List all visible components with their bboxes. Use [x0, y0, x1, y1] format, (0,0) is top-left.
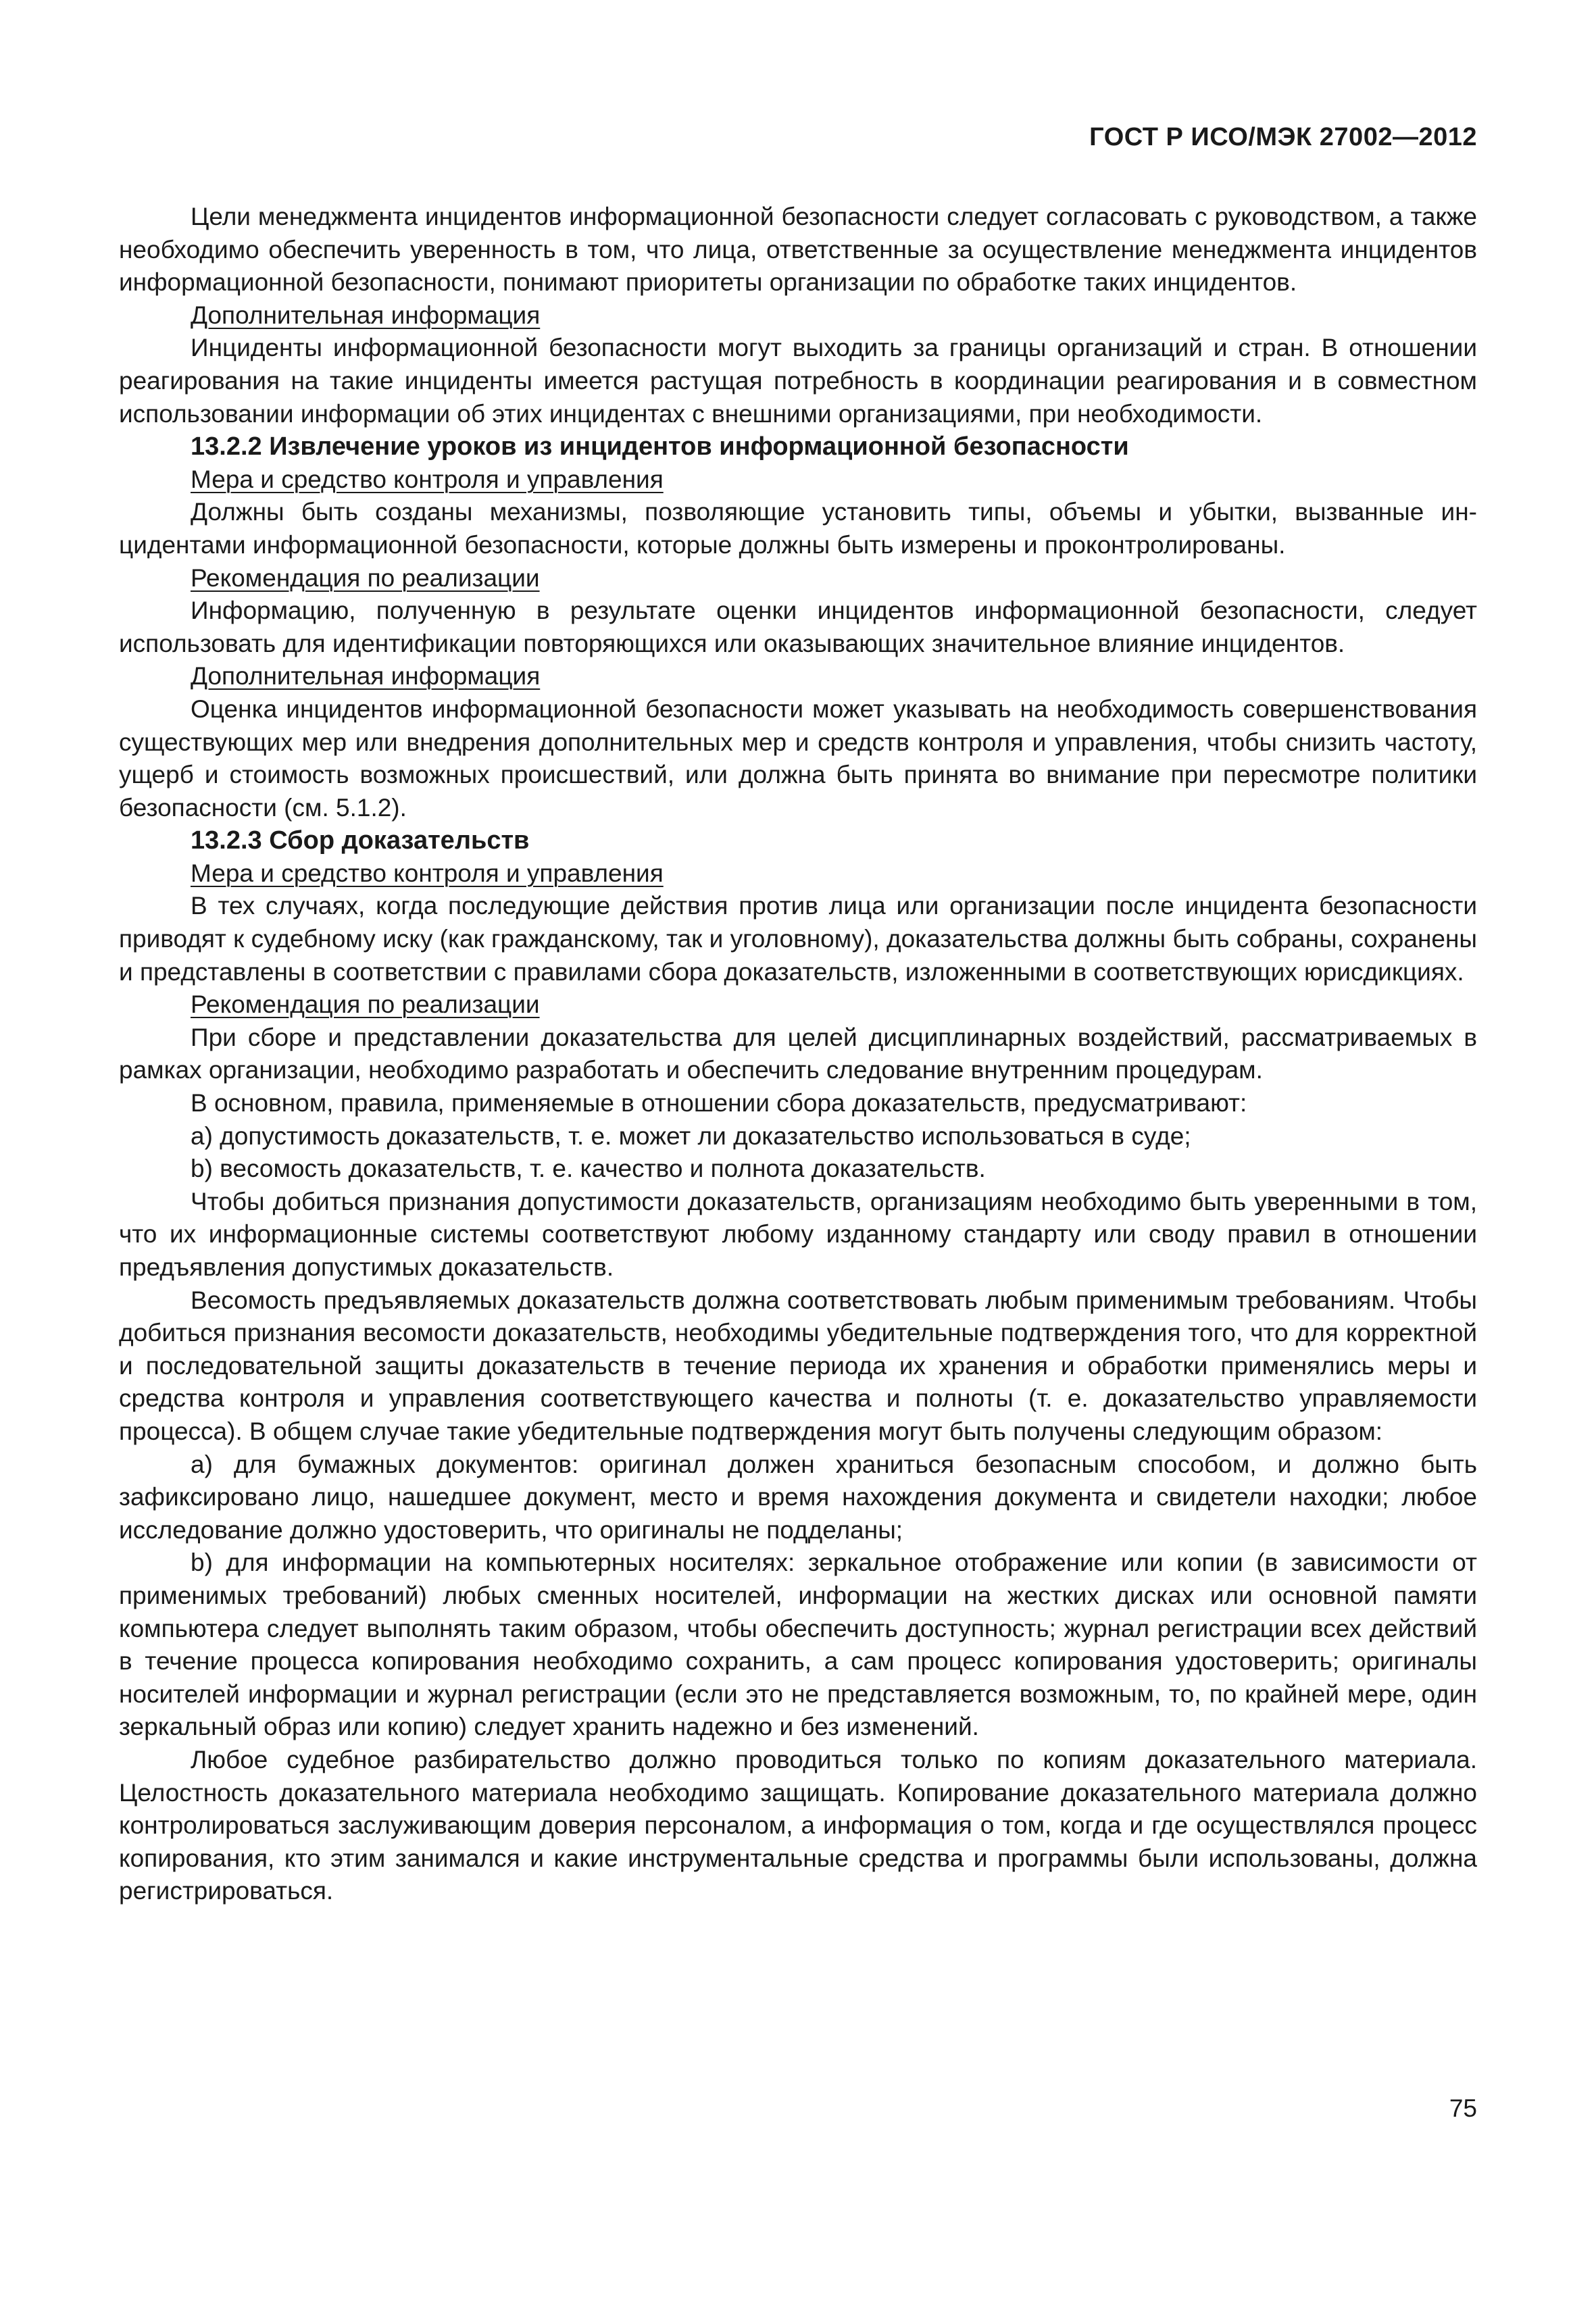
section-heading: 13.2.3 Сбор доказательств — [191, 826, 530, 855]
section-label: Мера и средство контроля и управления — [191, 859, 664, 887]
paragraph: Должны быть созданы механизмы, позволяющие установить типы, объемы и убытки, вызванные инцидентами информационной безопасности, которые должны быть измерены и проконтролированы. — [119, 498, 1477, 559]
section-heading: 13.2.2 Извлечение уроков из инцидентов информационной безопасности — [191, 432, 1129, 461]
list-item: b) весомость доказательств, т. е. качество и полнота доказательств. — [191, 1155, 986, 1183]
paragraph: Чтобы добиться признания допустимости доказательств, организациям необходимо быть уверенными в том, что их информационные системы соответствуют любому изданному стандарту или своду правил в отношении предъявления допустимых доказательств. — [119, 1187, 1477, 1281]
paragraph: Инциденты информационной безопасности могут выходить за границы организаций и стран. В отношении реагирования на такие инциденты имеется растущая потребность в координации реагирования и в совместном использовании информации об этих инцидентах с внешними организациями, при необходимости. — [119, 334, 1477, 428]
section-label: Дополнительная информация — [191, 301, 541, 329]
section-label: Рекомендация по реализации — [191, 563, 540, 592]
document-body — [119, 201, 1477, 1908]
list-intro: В основном, правила, применяемые в отношении сбора доказательств, предусматривают: — [191, 1089, 1247, 1117]
section-label: Мера и средство контроля и управления — [191, 465, 664, 493]
paragraph: Информацию, полученную в результате оценки инцидентов информационной безопасности, следует использовать для идентификации повторяющихся или оказывающих значительное влияние инцидентов. — [119, 597, 1477, 657]
page-number: 75 — [1449, 2094, 1477, 2122]
list-item-paragraph: а) для бумажных документов: оригинал должен храниться безопасным способом, и должно быть зафиксировано лицо, нашедшее документ, место и время нахождения документа и свидетели находки; любое исследование должно удостоверить, что оригиналы не подделаны; — [119, 1450, 1477, 1544]
paragraph: Оценка инцидентов информационной безопасности может указывать на необходимость совершенствования существующих мер или внедрения дополнительных мер и средств контроля и управления, чтобы снизить частоту, ущерб и стоимость возможных происшествий, или должна быть принята во внимание при пересмотре политики безопасности (см. 5.1.2). — [119, 695, 1477, 822]
paragraph: При сборе и представлении доказательства для целей дисциплинарных воздействий, рассматриваемых в рамках организации, необходимо разработать и обеспечить следование внутренним процедурам. — [119, 1023, 1477, 1084]
paragraph: Цели менеджмента инцидентов информационной безопасности следует согласовать с руководством, а также необходимо обеспечить уверенность в том, что лица, ответственные за осуществление менеджмента инцидентов информационной безопасности, понимают приоритеты организации по обработке таких инцидентов. — [119, 203, 1477, 297]
list-item-paragraph: b) для информации на компьютерных носителях: зеркальное отображение или копии (в зависимости от применимых требований) любых сменных носителей, информации на жестких дисках или основной памяти компьютера следует выполнять таким образом, чтобы обеспечить доступность; журнал регистрации всех действий в течение процесса копирования необходимо сохранить, а сам процесс копирования удостоверить; оригиналы носителей информации и журнал регистрации (если это не представляется возможным, то, по крайней мере, один зеркальный образ или копию) следует хранить надежно и без изменений. — [119, 1549, 1477, 1741]
document-header: ГОСТ Р ИСО/МЭК 27002—2012 — [1089, 123, 1477, 151]
section-label: Дополнительная информация — [191, 662, 541, 690]
paragraph: В тех случаях, когда последующие действия против лица или организации после инцидента безопасности приводят к судебному иску (как гражданскому, так и уголовному), доказательства должны быть собраны, сохранены и представлены в соответствии с правилами сбора доказательств, изложенными в соответствующих юрисдикциях. — [119, 892, 1477, 986]
section-label: Рекомендация по реализации — [191, 990, 540, 1019]
list-item: а) допустимость доказательств, т. е. может ли доказательство использоваться в суде; — [191, 1122, 1191, 1150]
paragraph: Весомость предъявляемых доказательств должна соответствовать любым применимым требованиям. Чтобы добиться признания весомости доказательств, необходимы убедительные подтверждения того, что для корректной и последовательной защиты доказательств в течение периода их хранения и обработки применялись меры и средства контроля и управления соответствующего качества и полноты (т. е. доказательство управляемости процесса). В общем случае такие убедительные подтверждения могут быть получены следующим образом: — [119, 1286, 1477, 1445]
paragraph: Любое судебное разбирательство должно проводиться только по копиям доказательного материала. Целостность доказательного материала необходимо защищать. Копирование доказательного материала должно контролироваться заслуживающим доверия персоналом, а информация о том, когда и где осуществлялся процесс копирования, кто этим занимался и какие инструментальные средства и программы были использованы, должна регистрироваться. — [119, 1745, 1477, 1905]
